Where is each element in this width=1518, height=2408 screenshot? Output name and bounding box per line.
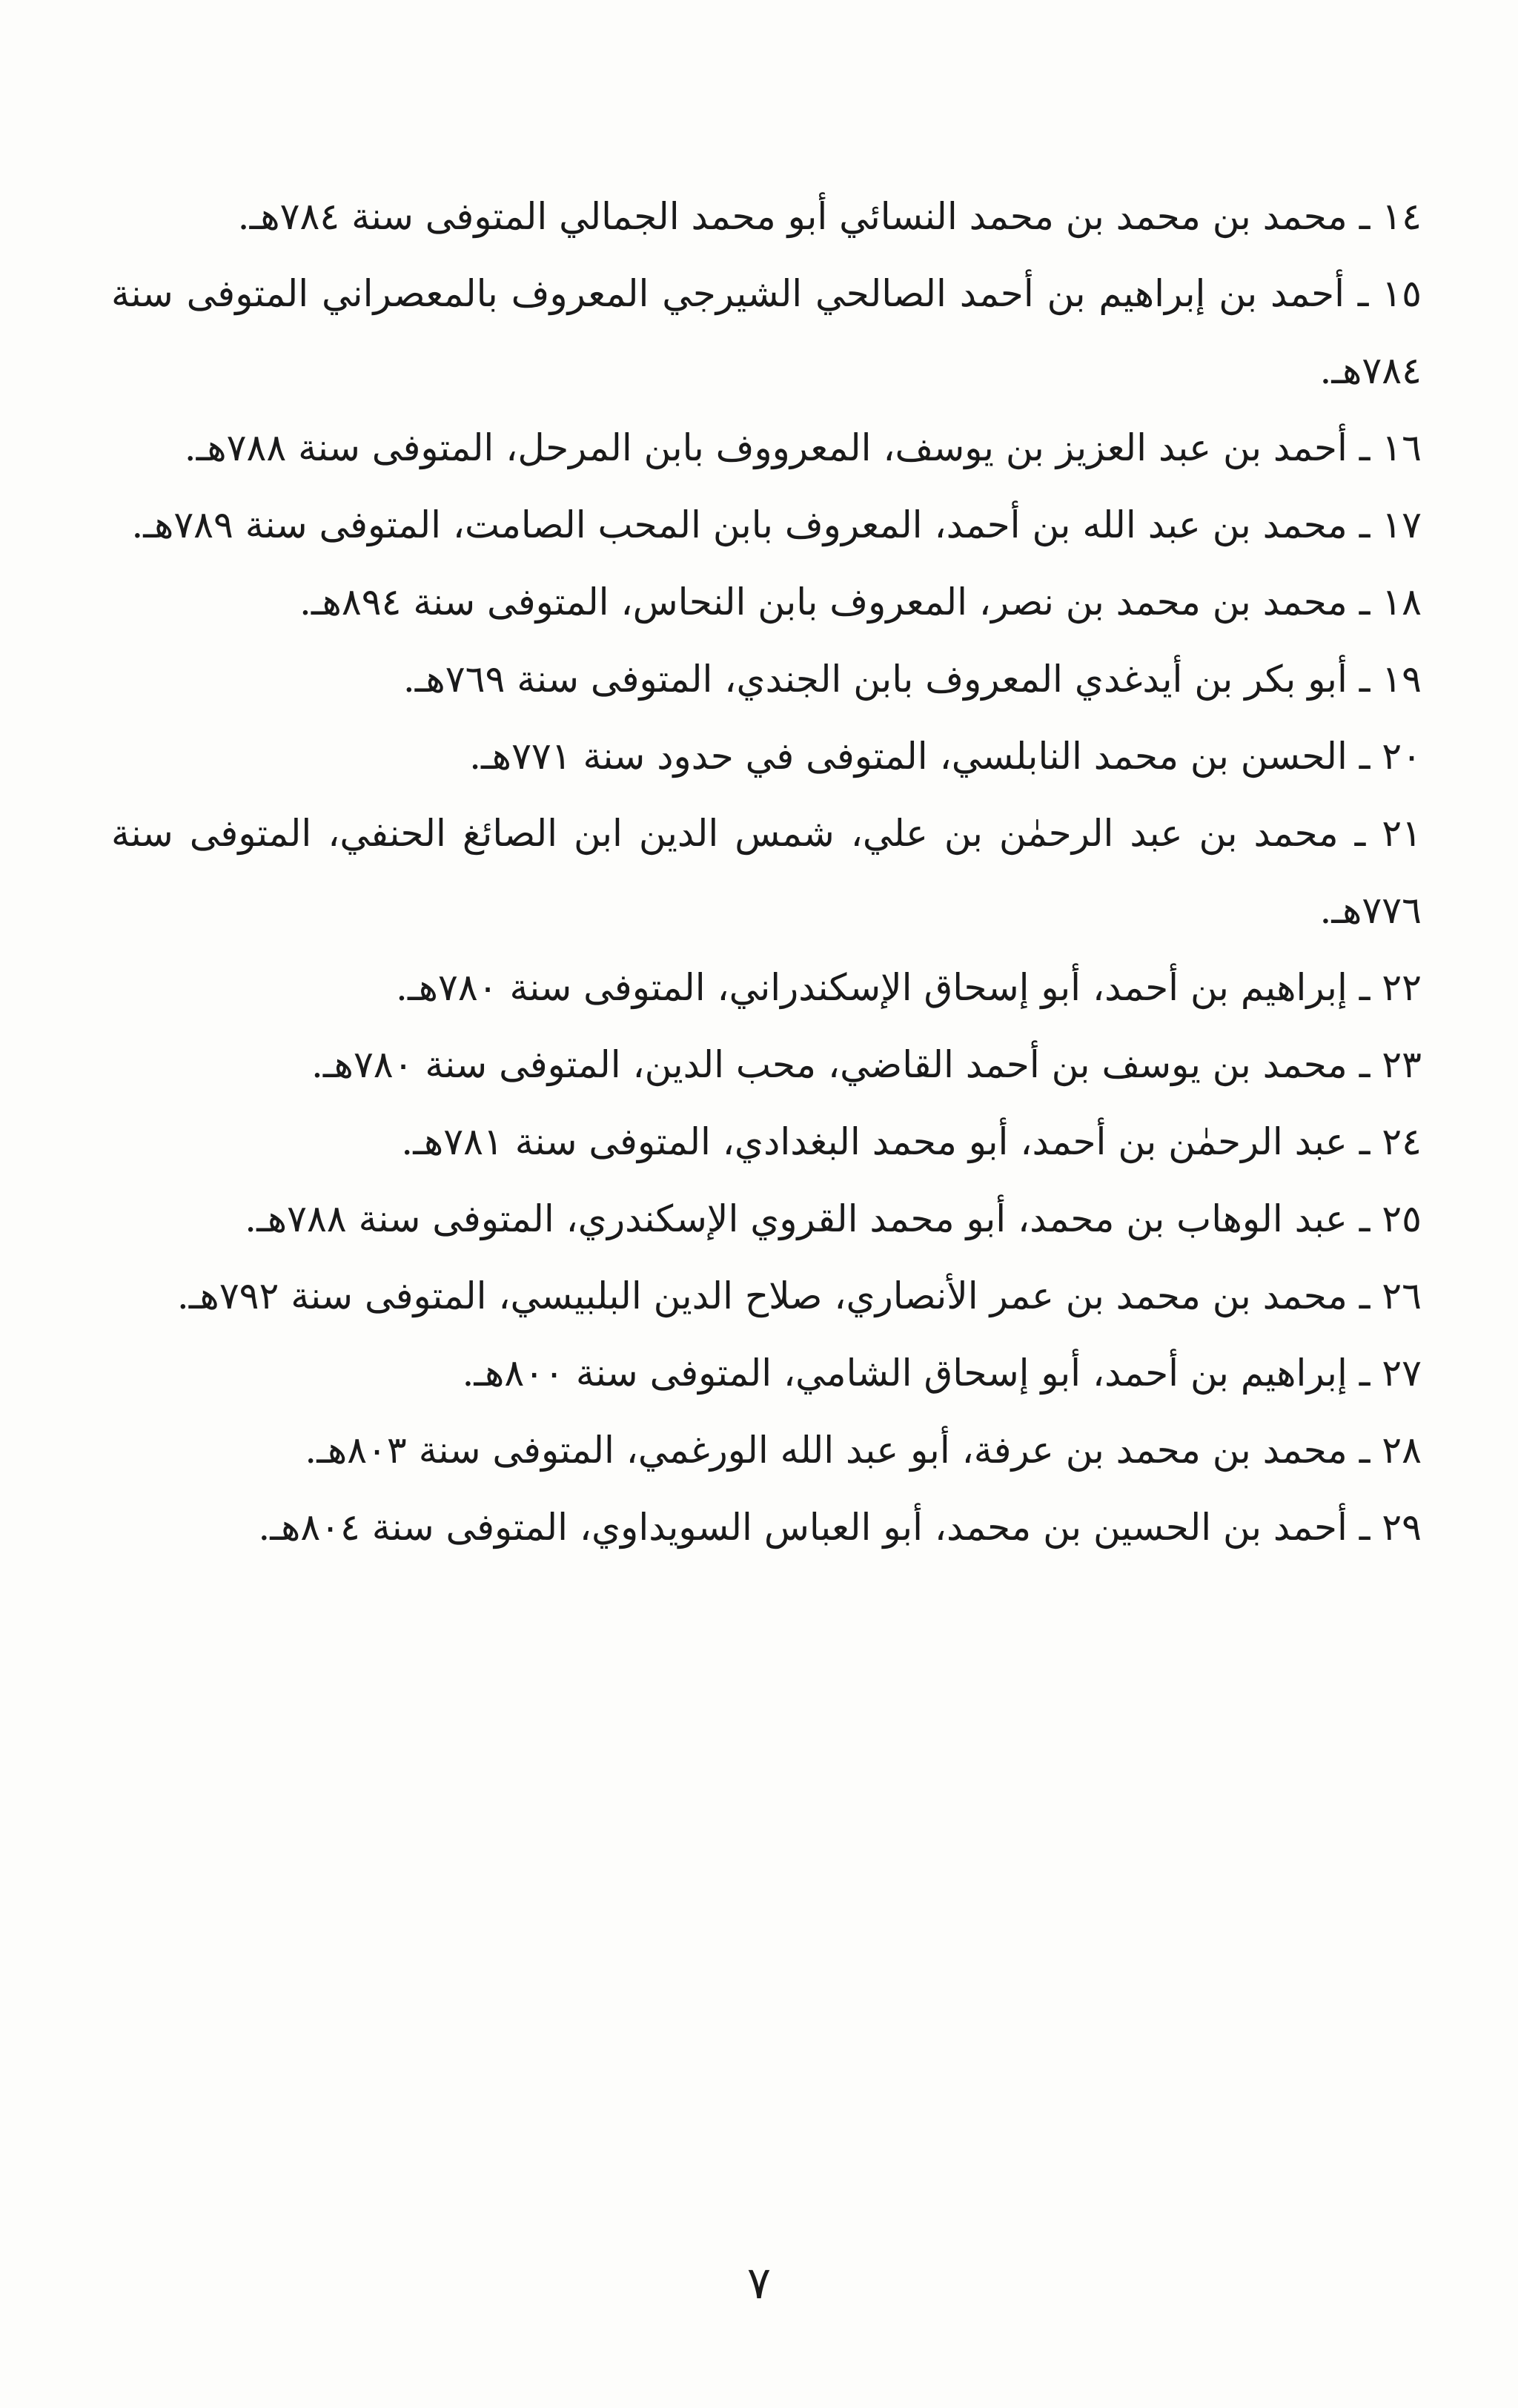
- list-item: ١٦ ـ أحمد بن عبد العزيز بن يوسف، المعرووف بابن المرحل، المتوفى سنة ٧٨٨هـ.: [184, 426, 1422, 469]
- list-item: ٢٨ ـ محمد بن محمد بن عرفة، أبو عبد الله الورغمي، المتوفى سنة ٨٠٣هـ.: [305, 1429, 1422, 1472]
- list-item: ١٥ ـ أحمد بن إبراهيم بن أحمد الصالحي الشيرجي المعروف بالمعصراني المتوفى سنة ٧٨٤هـ.: [111, 272, 1422, 392]
- list-item: ٢٠ ـ الحسن بن محمد النابلسي، المتوفى في حدود سنة ٧٧١هـ.: [469, 735, 1422, 778]
- list-item: ٢٥ ـ عبد الوهاب بن محمد، أبو محمد القروي الإسكندري، المتوفى سنة ٧٨٨هـ.: [245, 1197, 1422, 1240]
- list-item: ٢٦ ـ محمد بن محمد بن عمر الأنصاري، صلاح الدين البلبيسي، المتوفى سنة ٧٩٢هـ.: [176, 1274, 1422, 1317]
- list-item: ٢٤ ـ عبد الرحمٰن بن أحمد، أبو محمد البغدادي، المتوفى سنة ٧٨١هـ.: [401, 1120, 1422, 1163]
- text-body: [111, 178, 1422, 1566]
- list-item: ١٨ ـ محمد بن محمد بن نصر، المعروف بابن النحاس، المتوفى سنة ٨٩٤هـ.: [299, 580, 1422, 624]
- list-item: ٢٩ ـ أحمد بن الحسين بن محمد، أبو العباس السويداوي، المتوفى سنة ٨٠٤هـ.: [258, 1506, 1422, 1549]
- list-item: ٢١ ـ محمد بن عبد الرحمٰن بن علي، شمس الدين ابن الصائغ الحنفي، المتوفى سنة ٧٧٦هـ.: [111, 812, 1422, 932]
- list-item: ١٧ ـ محمد بن عبد الله بن أحمد، المعروف بابن المحب الصامت، المتوفى سنة ٧٨٩هـ.: [131, 503, 1422, 546]
- list-item: ١٤ ـ محمد بن محمد بن محمد النسائي أبو محمد الجمالي المتوفى سنة ٧٨٤هـ.: [237, 195, 1422, 238]
- list-item: ٢٢ ـ إبراهيم بن أحمد، أبو إسحاق الإسكندراني، المتوفى سنة ٧٨٠هـ.: [396, 966, 1422, 1009]
- page-number: ٧: [746, 2258, 772, 2309]
- list-item: ٢٣ ـ محمد بن يوسف بن أحمد القاضي، محب الدين، المتوفى سنة ٧٨٠هـ.: [311, 1043, 1422, 1086]
- list-item: ٢٧ ـ إبراهيم بن أحمد، أبو إسحاق الشامي، المتوفى سنة ٨٠٠هـ.: [462, 1352, 1422, 1395]
- list-item: ١٩ ـ أبو بكر بن أيدغدي المعروف بابن الجندي، المتوفى سنة ٧٦٩هـ.: [402, 658, 1422, 701]
